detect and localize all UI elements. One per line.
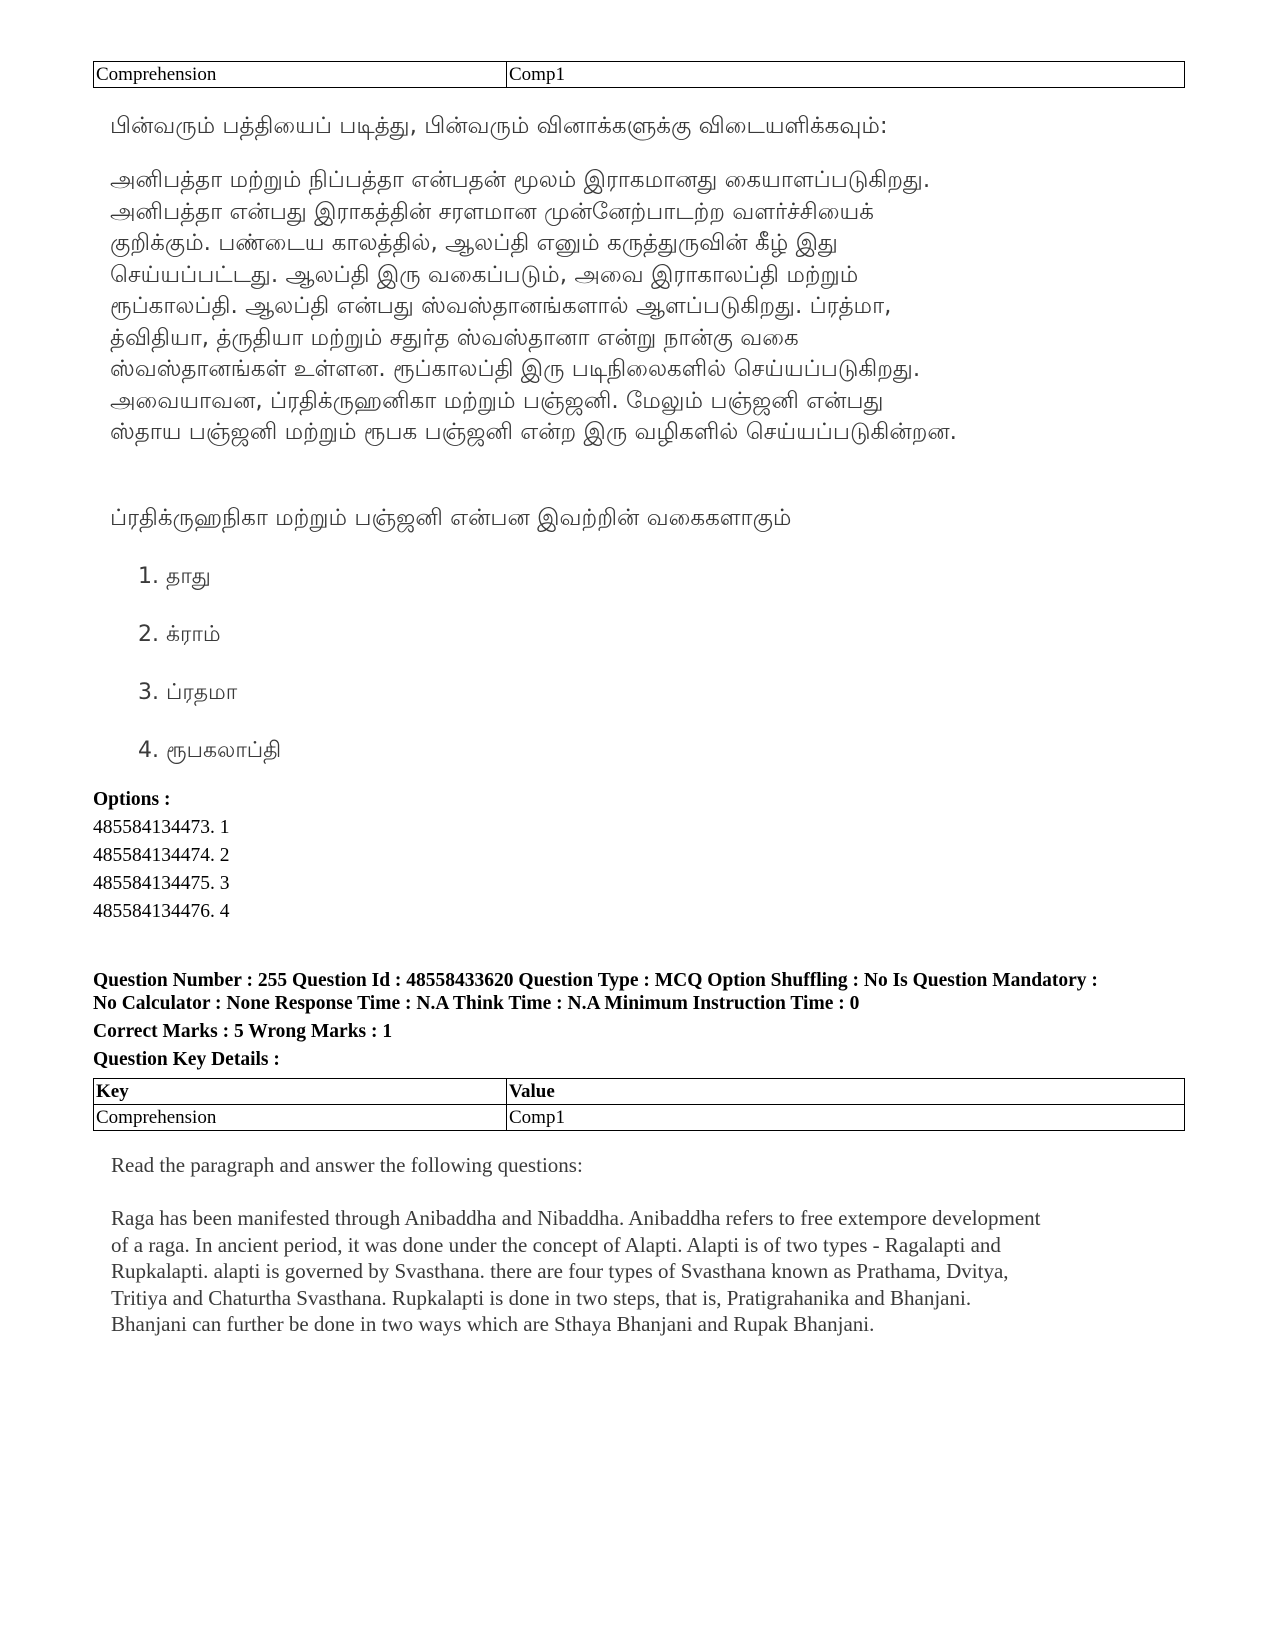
tamil-option-1: 1. தாது [138,564,211,589]
tamil-instruction: பின்வரும் பத்தியைப் படித்து, பின்வரும் வினாக்களுக்கு விடையளிக்கவும்: [110,113,888,139]
passage-line: Raga has been manifested through Anibaddha and Nibaddha. Anibaddha refers to free extempore development [111,1206,1041,1230]
table-row [94,1105,1185,1131]
table-cell-key: Comprehension [94,1105,507,1131]
passage-line: ஸ்வஸ்தானங்கள் உள்ளன. ரூப்காலப்தி இரு படிநிலைகளில் செய்யப்படுகிறது. [110,356,921,382]
table-cell-key: Comprehension [94,62,507,88]
tamil-option-3: 3. ப்ரதமா [138,680,238,705]
passage-line: அவையாவன, ப்ரதிக்ருஹனிகா மற்றும் பஞ்ஜனி. மேலும் பஞ்ஜனி என்பது [110,387,884,414]
passage-line: ரூப்காலப்தி. ஆலப்தி என்பது ஸ்வஸ்தானங்களால் ஆளப்படுகிறது. ப்ரத்மா, [110,293,892,319]
options-label: Options : [93,789,171,810]
option-id-4: 485584134476. 4 [93,901,230,922]
option-id-3: 485584134475. 3 [93,873,230,894]
passage-line: Tritiya and Chaturtha Svasthana. Rupkalapti is done in two steps, that is, Pratigrahanika and Bhanjani. [111,1285,972,1310]
tamil-passage [110,165,1190,449]
passage-line: ஸ்தாய பஞ்ஜனி மற்றும் ரூபக பஞ்ஜனி என்ற இரு வழிகளில் செய்யப்படுகின்றன. [110,419,957,445]
passage-line: Bhanjani can further be done in two ways which are Sthaya Bhanjani and Rupak Bhanjani. [111,1312,875,1336]
question-meta-line-2: No Calculator : None Response Time : N.A Think Time : N.A Minimum Instruction Time : 0 [93,993,860,1014]
passage-line: அனிபத்தா மற்றும் நிப்பத்தா என்பதன் மூலம் இராகமானது கையாளப்படுகிறது. [110,167,931,193]
table-header-row [94,1079,1185,1105]
tamil-option-4: 4. ரூபகலாப்தி [138,738,282,763]
english-passage [111,1205,1191,1338]
table-header-value: Value [507,1079,1185,1105]
passage-line: Rupkalapti. alapti is governed by Svasthana. there are four types of Svasthana known as Prathama, Dvitya, [111,1259,1009,1283]
english-instruction: Read the paragraph and answer the following questions: [111,1153,583,1177]
marks-line: Correct Marks : 5 Wrong Marks : 1 [93,1021,393,1042]
question-key-table-top [93,61,1185,88]
passage-line: அனிபத்தா என்பது இராகத்தின் சரளமான முன்னேற்பாடற்ற வளர்ச்சியைக் [110,198,874,225]
table-cell-value: Comp1 [507,62,1185,88]
passage-line: குறிக்கும். பண்டைய காலத்தில், ஆலப்தி எனும் கருத்துருவின் கீழ் இது [110,230,838,256]
table-cell-value: Comp1 [507,1105,1185,1131]
passage-line: த்விதியா, த்ருதியா மற்றும் சதுர்த ஸ்வஸ்தானா என்று நான்கு வகை [110,324,799,351]
key-details-label: Question Key Details : [93,1049,280,1070]
question-meta-line-1: Question Number : 255 Question Id : 48558433620 Question Type : MCQ Option Shuffling : No Is Question Mandatory : [93,970,1098,991]
table-header-key: Key [94,1079,507,1105]
tamil-option-2: 2. க்ராம் [138,622,221,647]
passage-line: செய்யப்பட்டது. ஆலப்தி இரு வகைப்படும், அவை இராகாலப்தி மற்றும் [110,261,859,288]
passage-line: of a raga. In ancient period, it was done under the concept of Alapti. Alapti is of two types - Ragalapti and [111,1232,1001,1257]
question-key-table-bottom [93,1078,1185,1131]
table-row [94,62,1185,88]
option-id-1: 485584134473. 1 [93,817,230,838]
option-id-2: 485584134474. 2 [93,845,230,866]
tamil-question: ப்ரதிக்ருஹநிகா மற்றும் பஞ்ஜனி என்பன இவற்றின் வகைகளாகும் [110,505,792,531]
